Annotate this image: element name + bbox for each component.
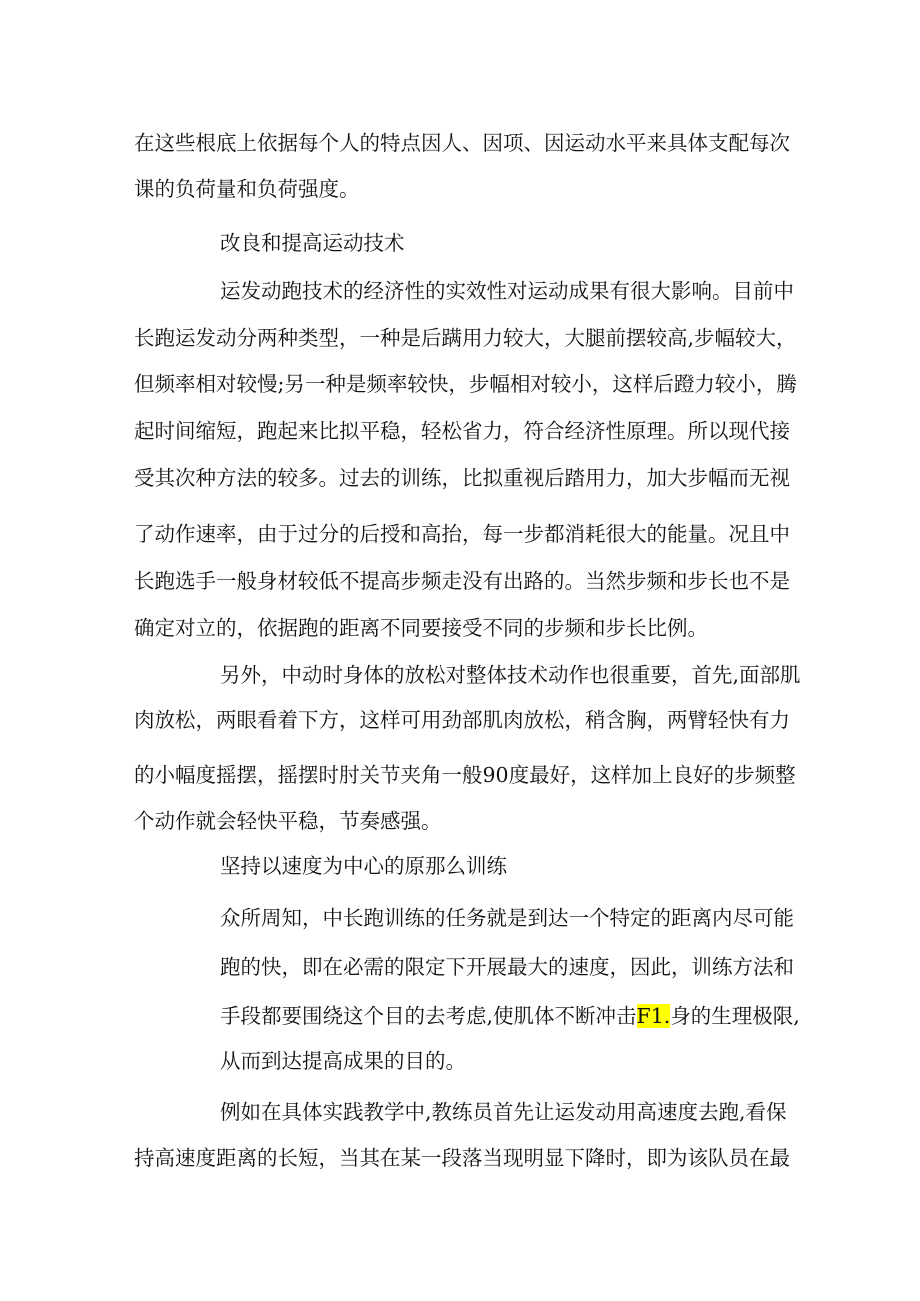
text-span: 身的生理极限, xyxy=(670,1004,800,1028)
paragraph-line: 但频率相对较慢;另一种是频率较快，步幅相对较小，这样后蹬力较小，腾 xyxy=(134,372,797,396)
paragraph-line: 个动作就会轻快平稳，节奏感强。 xyxy=(134,809,442,833)
paragraph-line: 例如在具体实践教学中,教练员首先让运发动用高速度去跑,看保 xyxy=(220,1100,787,1124)
paragraph-line xyxy=(220,1001,800,1031)
paragraph-line: 肉放松，两眼看着下方，这样可用劲部肌肉放松，稍含胸，两臂轻快有力 xyxy=(134,708,790,732)
text-span: 手段都要围绕这个目的去考虑,使肌体不断冲击 xyxy=(220,1004,637,1028)
paragraph-line: 跑的快，即在必需的限定下开展最大的速度，因此，训练方法和 xyxy=(220,955,794,979)
paragraph-line: 了动作速率，由于过分的后授和高抬，每一步都消耗很大的能量。况且中 xyxy=(134,522,790,546)
paragraph-line: 从而到达提高成果的目的。 xyxy=(220,1049,466,1073)
section-heading: 改良和提高运动技术 xyxy=(220,231,405,255)
paragraph-line: 起时间缩短，跑起来比拟平稳，轻松省力，符合经济性原理。所以现代接 xyxy=(134,419,790,443)
paragraph-line: 持高速度距离的长短，当其在某一段落当现明显下降时，即为该队员在最 xyxy=(134,1146,790,1170)
highlighted-text: F1. xyxy=(636,1004,671,1028)
paragraph-line: 运发动跑技术的经济性的实效性对运动成果有很大影响。目前中 xyxy=(220,279,794,303)
paragraph-line: 另外，中动时身体的放松对整体技术动作也很重要，首先,面部肌 xyxy=(220,663,801,687)
paragraph-line: 长跑运发动分两种类型，一种是后蹒用力较大，大腿前摆较高,步幅较大， xyxy=(134,326,797,350)
paragraph-line: 受其次种方法的较多。过去的训练，比拟重视后踏用力，加大步幅而无视 xyxy=(134,466,790,490)
section-heading: 坚持以速度为中心的原那么训练 xyxy=(220,854,507,878)
paragraph-line: 的小幅度摇摆，摇摆时肘关节夹角一般90度最好，这样加上良好的步频整 xyxy=(134,763,796,787)
paragraph-line: 众所周知，中长跑训练的任务就是到达一个特定的距离内尽可能 xyxy=(220,906,794,930)
paragraph-line: 确定对立的，依据跑的距离不同要接受不同的步频和步长比例。 xyxy=(134,616,708,640)
paragraph-line: 课的负荷量和负荷强度。 xyxy=(134,177,360,201)
paragraph-line: 在这些根底上依据每个人的特点因人、因项、因运动水平来具体支配每次 xyxy=(134,131,790,155)
paragraph-line: 长跑选手一般身材较低不提高步频走没有出路的。当然步频和步长也不是 xyxy=(134,569,790,593)
